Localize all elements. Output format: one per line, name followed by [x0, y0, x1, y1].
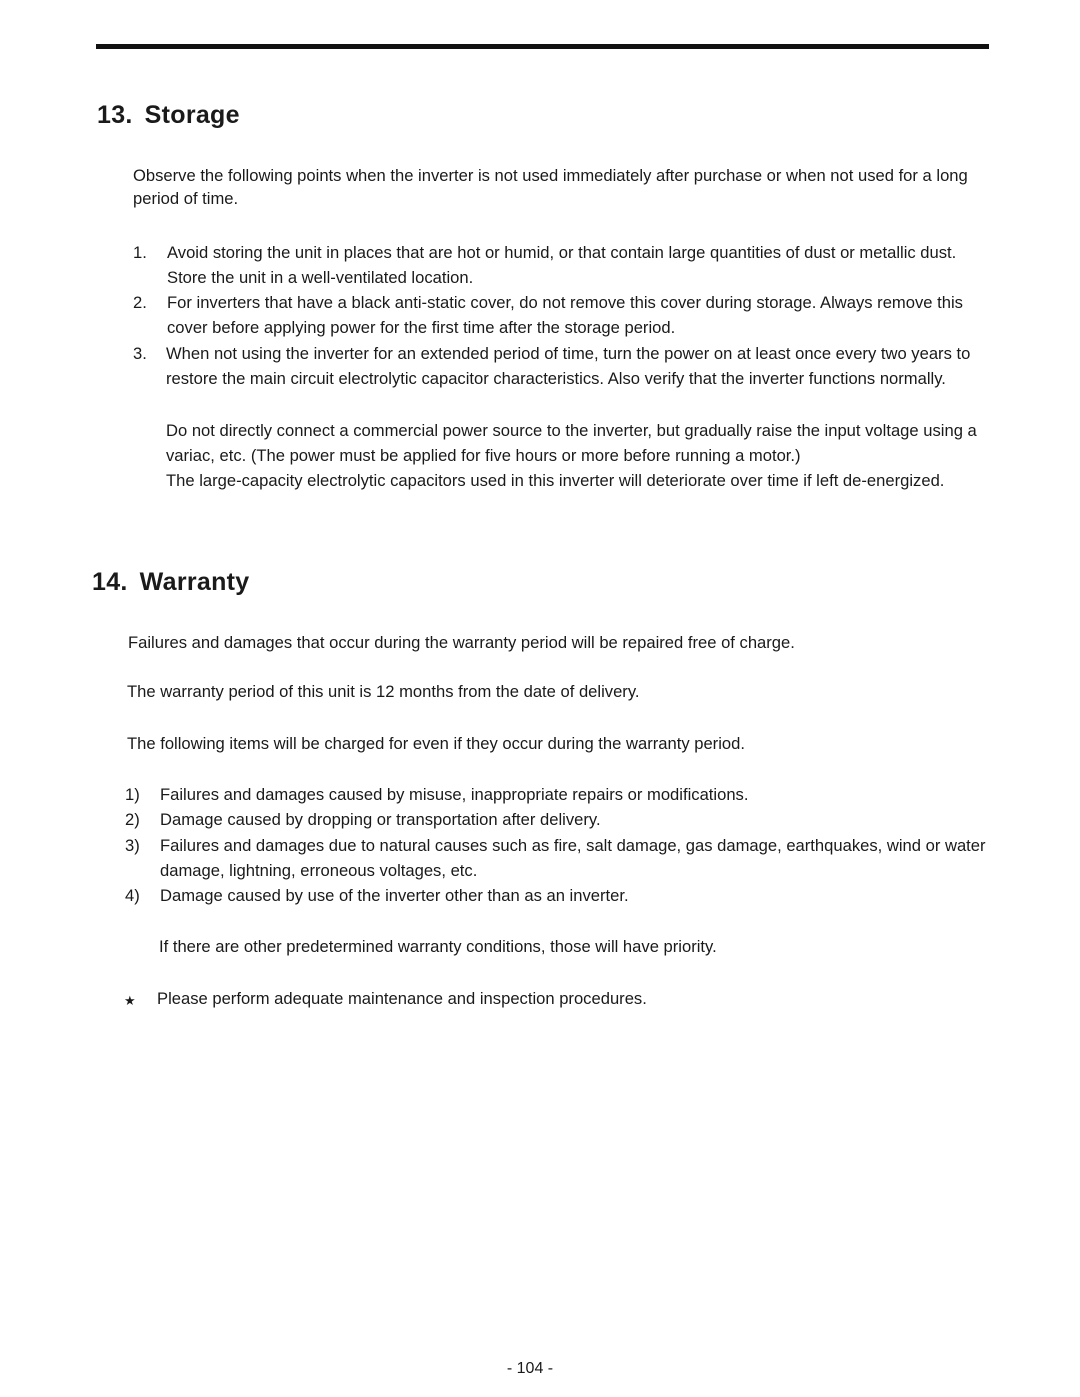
warranty-priority-note: If there are other predetermined warranty conditions, those will have priority. — [159, 937, 717, 956]
list-text: When not using the inverter for an extended period of time, turn the power on at least once every two years to restore the main circuit electrolytic capacitor characteristics. Also verify that the inverter functions normally. — [166, 344, 971, 388]
list-marker: 4) — [125, 886, 140, 905]
list-text: Avoid storing the unit in places that are hot or humid, or that contain large quantities of dust or metallic dust. Store the unit in a well-ventilated location. — [167, 243, 957, 287]
list-marker: 1. — [133, 243, 147, 262]
list-text: Failures and damages caused by misuse, inappropriate repairs or modifications. — [160, 785, 749, 804]
list-marker: 3) — [125, 836, 140, 855]
storage-note-voltage: Do not directly connect a commercial power source to the inverter, but gradually raise the input voltage using a variac, etc. (The power must be applied for five hours or more before running a motor.) — [166, 421, 977, 465]
list-text: Damage caused by use of the inverter other than as an inverter. — [160, 886, 629, 905]
page-number: - 104 - — [506, 1360, 554, 1377]
list-text: For inverters that have a black anti-static cover, do not remove this cover during storage. Always remove this cover before applying power for the first time after the storage period. — [167, 293, 963, 337]
list-marker: 2) — [125, 810, 140, 829]
warranty-para-charged: The following items will be charged for even if they occur during the warranty period. — [127, 734, 745, 753]
storage-number: 13. — [97, 101, 133, 129]
list-text: Damage caused by dropping or transportation after delivery. — [160, 810, 601, 829]
list-text: Failures and damages due to natural causes such as fire, salt damage, gas damage, earthquakes, wind or water damage, lightning, erroneous voltages, etc. — [160, 836, 986, 880]
warranty-title: Warranty — [139, 568, 250, 596]
warranty-heading — [92, 568, 250, 597]
warranty-number: 14. — [92, 568, 128, 596]
list-marker: 2. — [133, 293, 147, 312]
storage-intro: Observe the following points when the inverter is not used immediately after purchase or when not used for a long period of time. — [133, 166, 968, 208]
list-marker: 1) — [125, 785, 140, 804]
warranty-para-period: The warranty period of this unit is 12 months from the date of delivery. — [127, 682, 640, 701]
maintenance-text: Please perform adequate maintenance and inspection procedures. — [157, 989, 647, 1008]
header-rule — [96, 44, 989, 49]
storage-heading — [97, 101, 240, 130]
storage-note-capacitors: The large-capacity electrolytic capacitors used in this inverter will deteriorate over time if left de-energized. — [166, 471, 945, 490]
storage-title: Storage — [144, 101, 240, 129]
star-icon: ★ — [124, 993, 136, 1008]
list-marker: 3. — [133, 344, 147, 363]
warranty-para-repair: Failures and damages that occur during the warranty period will be repaired free of charge. — [128, 633, 795, 652]
